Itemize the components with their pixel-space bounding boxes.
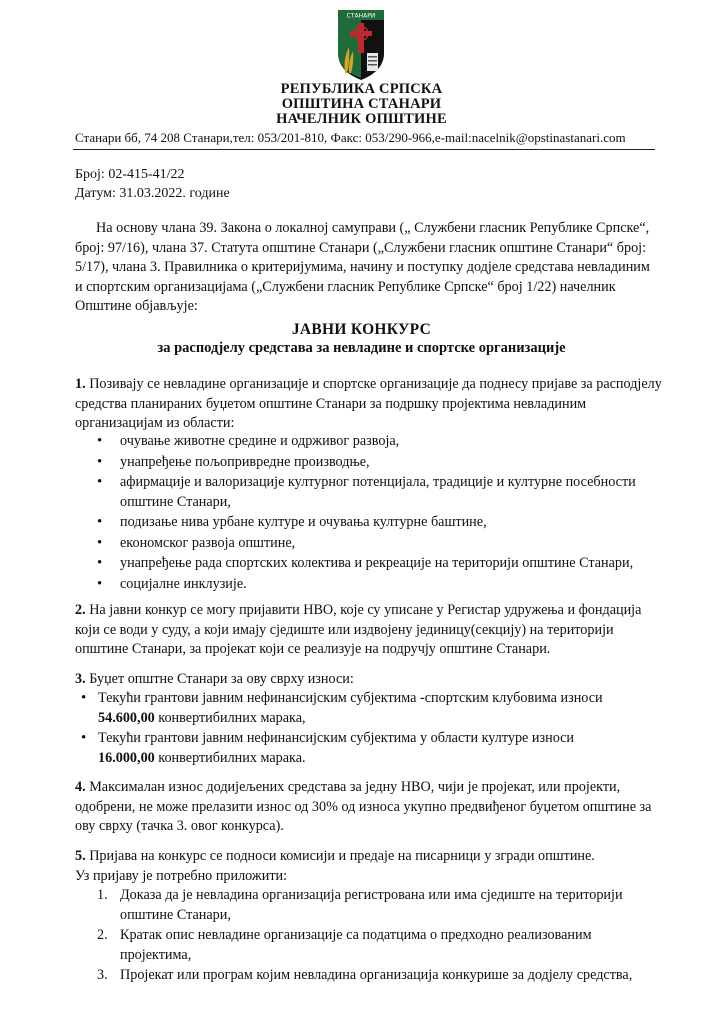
list-item: • очување животне средине и одрживог развоја, [97,432,657,452]
grant-text: Текући грантови јавним нефинансијским субјектима у области културе износи [98,730,575,746]
list-item [97,886,657,925]
list-item: • подизање нива урбане културе и очувања културне баштине, [97,513,657,533]
contact-line: Станари бб, 74 208 Станари,тел: 053/201-810, Факс: 053/290-966,e-mail:nacelnik@opstinastanari.com [75,130,626,145]
intro-paragraph: На основу члана 39. Закона о локалној самуправи („ Службени гласник Републике Српске“, број: 97/16), члана 37. Статута општине Станари („Службени гласник општине Станари“ број: 5/17), члана 3. Правилника о критеријумима, начину и поступку додјеле средстава невладиним и спортским организацијама („Службени гласник Републике Српске“ број 1/22) начелник Општине објављује: [75,220,650,314]
document-number: Број: 02-415-41/22 [75,167,185,182]
section-3-number: 3. [75,671,86,687]
section-2-number: 2. [75,602,86,618]
section-4 [75,778,665,837]
item-number: 3. [97,967,108,983]
section-4-text: Максималан износ додијељених средстава за једну НВО, чији је пројекат, или пројекти, одобрени, не може прелазити износ од 30% од износа укупно предвиђеног буџетом општине за ову сврху (тачка 3. овог конкурса). [75,779,652,834]
item-number: 1. [97,887,108,903]
list-item: • социјалне инклузије. [97,575,657,595]
section-5-number: 5. [75,848,86,864]
header-divider [73,149,655,150]
list-item: • економског развоја општине, [97,534,657,554]
item-number: 2. [97,927,108,943]
grant-item-sports [75,689,655,728]
list-item: • унапређење пољопривредне производње, [97,453,657,473]
grant-text: Текући грантови јавним нефинансијским субјектима -спортским клубовима износи [98,690,603,706]
section-3-text: Буџет општне Станари за ову сврху износи: [85,671,354,687]
section-1 [75,375,665,434]
section-3-grants-list [75,689,655,769]
list-item: • унапређење рада спортских колектива и рекреације на територији општине Станари, [97,554,657,574]
section-4-number: 4. [75,779,86,795]
letterhead [0,82,723,127]
grant-currency: конвертибилних марака, [154,709,306,726]
item-text: Кратак опис невладине организације са податцима о предходно реализованим пројектима, [120,927,592,963]
item-text: Доказа да је невладина организација регистрована или има сједиште на територији општине Станари, [120,887,623,923]
document-date: Датум: 31.03.2022. године [75,186,230,201]
grant-amount: 16.000,00 [98,749,155,766]
list-item [97,926,657,965]
letterhead-municipality: ОПШТИНА СТАНАРИ [281,96,442,112]
section-1-number: 1. [75,376,86,392]
section-2 [75,601,665,660]
document-title: ЈАВНИ КОНКУРС [291,321,432,338]
letterhead-republic: РЕПУБЛИКА СРПСКА [280,81,443,97]
list-item [97,966,657,986]
grant-amount: 54.600,00 [98,709,155,726]
section-2-text: На јавни конкур се могу пријавити НВО, које су уписане у Регистар удружења и фондација који се води у суду, а који имају сједиште или издвојену јединицу(секцију) на територији општине Станари, за пројекат који се реализује на подручју општине Станари. [75,602,642,657]
section-5-attachments-intro: Уз пријаву је потребно приложити: [75,867,288,884]
section-5-text: Пријава на конкурс се подноси комисији и предаје на писарници у згради општине. [85,848,595,864]
section-3 [75,670,665,690]
municipality-coat-of-arms [337,9,385,81]
document-subtitle: за расподјелу средстава за невладине и спортске организације [157,340,566,356]
list-item: • афирмације и валоризације културног потенцијала, традиције и културне посебности општине Станари, [97,473,657,512]
seal-text: СТАНАРИ [346,12,376,20]
grant-item-culture [75,729,655,768]
grant-currency: конвертибилних марака. [154,749,306,766]
section-1-areas-list [97,432,657,595]
section-5-attachments-list [97,886,657,987]
letterhead-office: НАЧЕЛНИК ОПШТИНЕ [276,111,447,127]
item-text: Пројекат или програм којим невладина организација конкурише за додјелу средства, [120,967,633,983]
section-5 [75,847,665,886]
section-1-text: Позивају се невладине организације и спортске организације да поднесу пријаве за расподјелу средства планираних буџетом општине Станари за подршку пројектима невладиним организацијам из области: [75,376,662,431]
